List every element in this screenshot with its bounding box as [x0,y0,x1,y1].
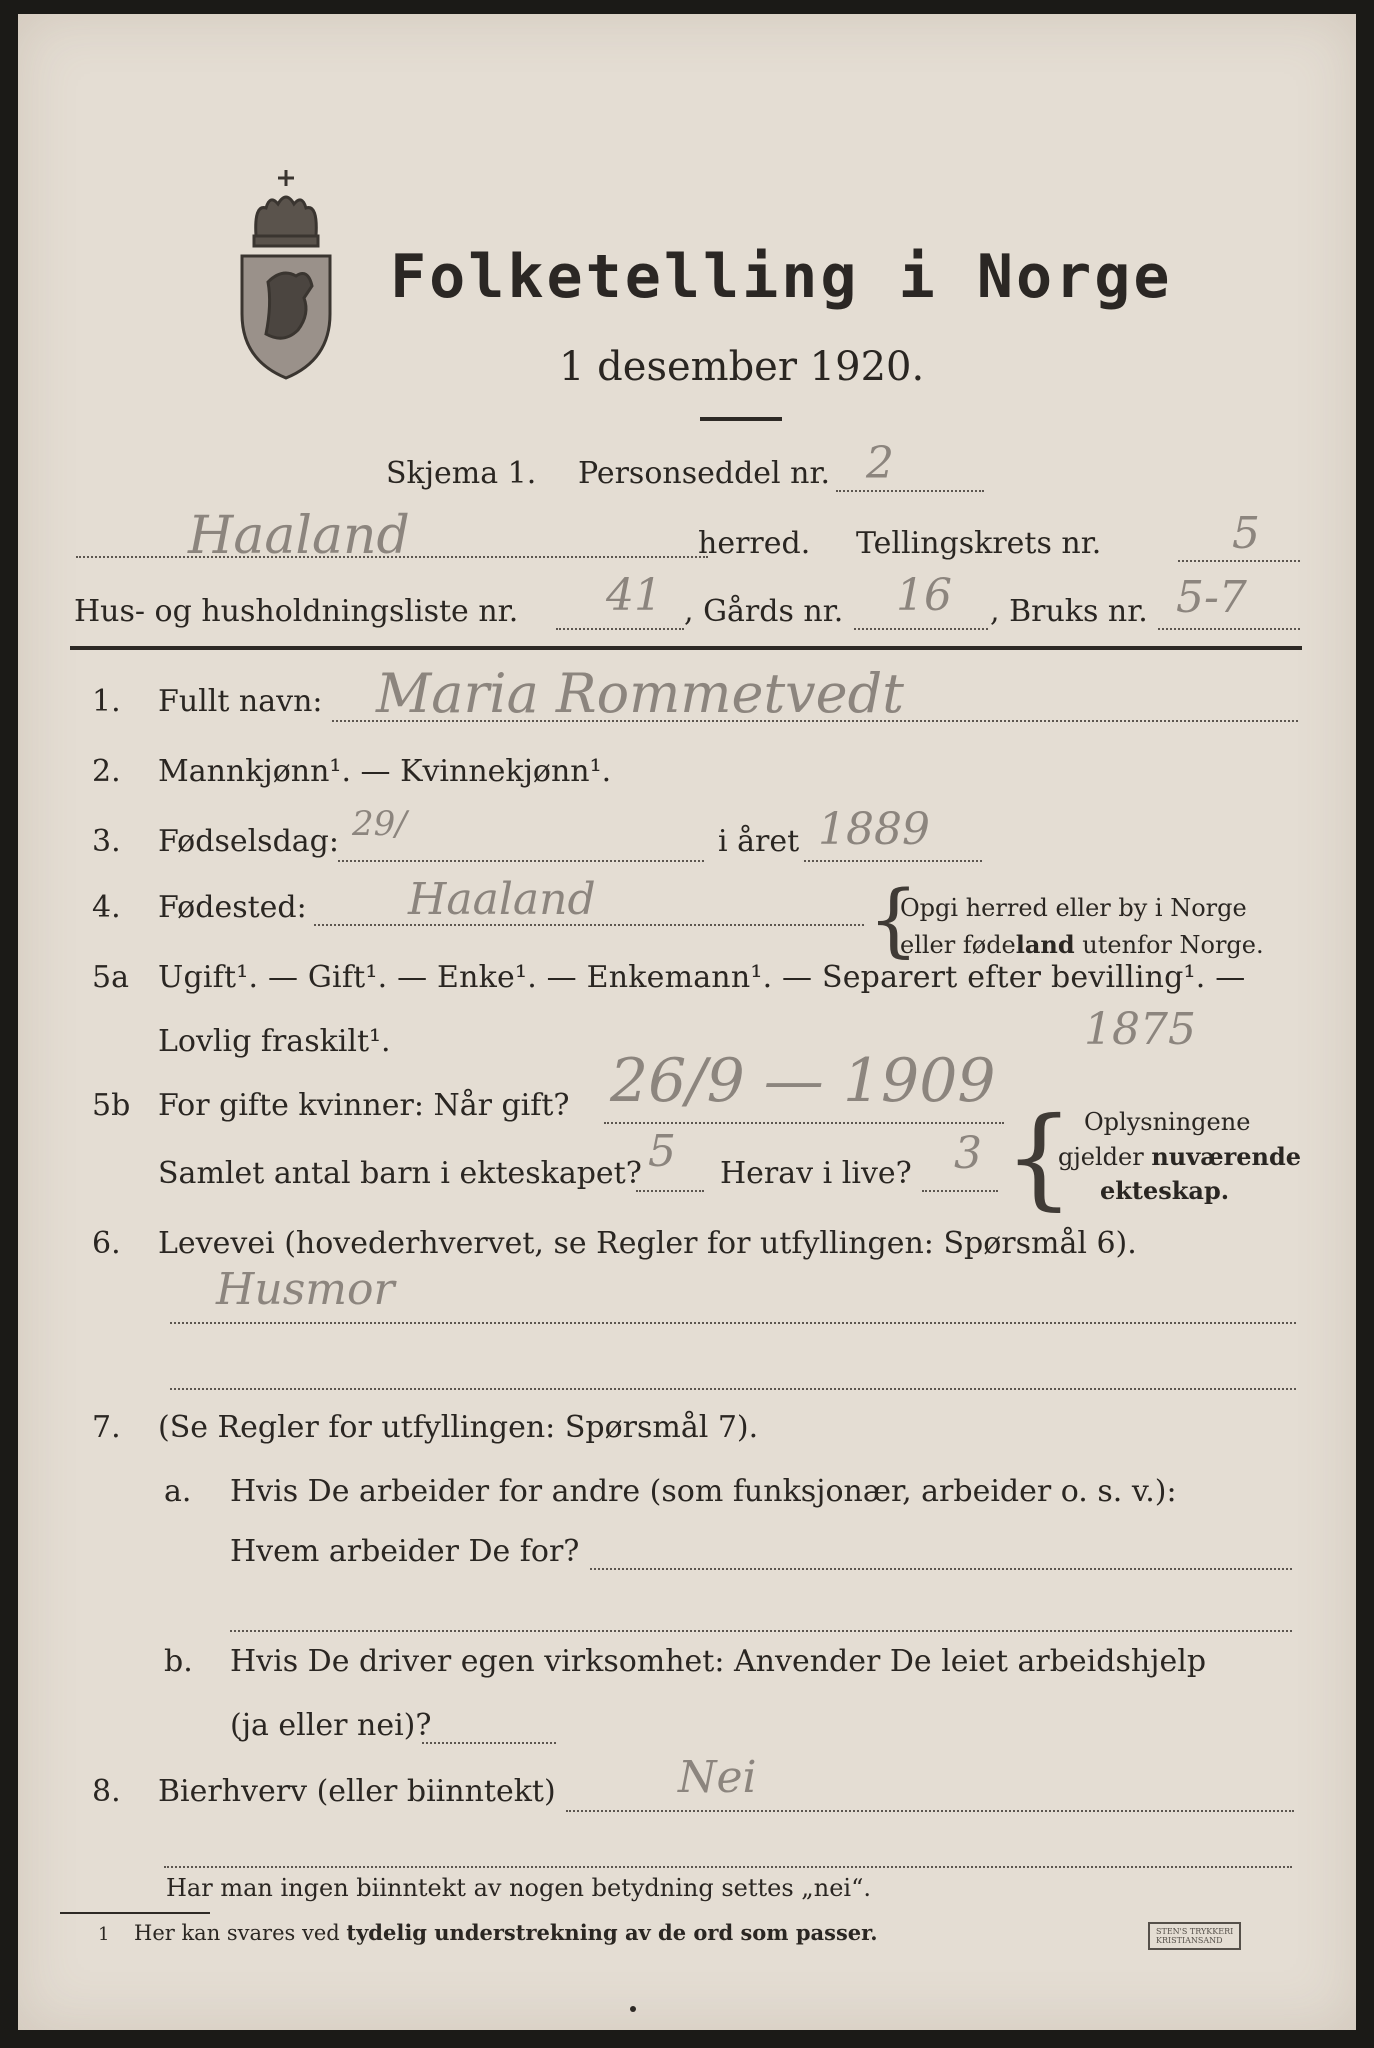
title-divider [700,417,782,421]
q4-brace: { [868,873,919,966]
alive-field[interactable] [922,1190,998,1192]
q4-number: 4. [92,890,121,925]
children-label: Samlet antal barn i ekteskapet? [158,1156,642,1191]
q7a-line1: Hvis De arbeider for andre (som funksjonær, arbeider o. s. v.): [230,1474,1177,1509]
header-separator [70,646,1302,650]
bruks-field[interactable] [1158,628,1300,630]
q7b-line2: (ja eller nei)? [230,1708,432,1743]
q7-label: (Se Regler for utfyllingen: Spørsmål 7). [158,1410,759,1445]
marital-status-options: Ugift¹. — Gift¹. — Enke¹. — Enkemann¹. — Separert efter bevilling¹. — [158,960,1246,995]
side-income-field[interactable] [566,1810,1294,1812]
birth-year-field[interactable] [804,860,982,862]
skjema-label: Skjema 1. [386,456,537,491]
birth-year-value: 1889 [818,804,930,855]
q5b-note-line2: gjelder nuværende [1058,1142,1302,1171]
q7b-letter: b. [164,1644,193,1679]
tellingskrets-label: Tellingskrets nr. [856,526,1102,561]
q8-note: Har man ingen biinntekt av nogen betydning settes „nei“. [166,1874,871,1902]
side-income-value: Nei [678,1752,757,1803]
side-income-field-line2[interactable] [164,1866,1292,1868]
children-value: 5 [648,1126,676,1177]
birthplace-value: Haaland [408,874,596,925]
marital-status-divorced: Lovlig fraskilt¹. [158,1024,391,1059]
tellingskrets-value: 5 [1232,508,1260,559]
alive-label: Herav i live? [720,1156,912,1191]
hus-field[interactable] [556,628,684,630]
footnote-rule [60,1912,210,1914]
bruks-value: 5-7 [1176,572,1247,623]
married-date-value: 26/9 — 1909 [610,1046,996,1116]
footnote-mark: 1 [98,1924,110,1945]
q7a-line2: Hvem arbeider De for? [230,1534,580,1569]
herred-label: herred. [698,526,811,561]
bottom-dot [630,2006,636,2012]
q7b-line1: Hvis De driver egen virksomhet: Anvender De leiet arbeidshjelp [230,1644,1207,1679]
q3-label: Fødselsdag: [158,824,339,859]
hus-value: 41 [606,570,662,621]
gards-value: 16 [896,570,952,621]
q8-number: 8. [92,1774,121,1809]
birth-day-field[interactable] [338,860,704,862]
q2-gender: Mannkjønn¹. — Kvinnekjønn¹. [158,754,612,789]
q3-number: 3. [92,824,121,859]
q5b-number: 5b [92,1088,131,1123]
gards-field[interactable] [854,628,988,630]
q1-label: Fullt navn: [158,684,323,719]
employer-field-line2[interactable] [230,1630,1292,1632]
q5b-brace: { [1004,1093,1074,1221]
full-name-value: Maria Rommetvedt [376,662,904,725]
census-date: 1 desember 1920. [559,344,925,390]
q7a-letter: a. [164,1474,192,1509]
norwegian-coat-of-arms-icon [226,164,346,384]
birth-day-value: 29/ [352,804,407,844]
occupation-field-line2[interactable] [170,1388,1296,1390]
q1-number: 1. [92,684,121,719]
personseddel-label: Personseddel nr. [578,456,831,491]
gards-label: , Gårds nr. [684,594,844,629]
occupation-field-line1[interactable] [170,1322,1296,1324]
q5b-note-line3: ekteskap. [1100,1176,1230,1205]
personseddel-field[interactable] [836,490,984,492]
q6-number: 6. [92,1226,121,1261]
q4-label: Fødested: [158,890,307,925]
bruks-label: , Bruks nr. [990,594,1148,629]
margin-year-note: 1875 [1084,1004,1196,1055]
q7-number: 7. [92,1410,121,1445]
census-form-page [18,14,1356,2030]
q8-label: Bierhverv (eller biinntekt) [158,1774,556,1809]
occupation-value: Husmor [216,1264,395,1315]
employer-field-line1[interactable] [590,1568,1292,1570]
footnote-text: Her kan svares ved tydelig understrekning av de ord som passer. [134,1920,878,1945]
personseddel-value: 2 [866,438,894,489]
tellingskrets-field[interactable] [1178,560,1300,562]
hus-label: Hus- og husholdningsliste nr. [74,594,519,629]
children-field[interactable] [636,1190,704,1192]
married-date-label: For gifte kvinner: Når gift? [158,1088,570,1123]
q6-label: Levevei (hovederhvervet, se Regler for utfyllingen: Spørsmål 6). [158,1226,1137,1261]
q4-note-line1: Opgi herred eller by i Norge [900,894,1247,922]
hired-help-field[interactable] [422,1742,556,1744]
q4-note-line2: eller fødeland utenfor Norge. [900,930,1264,959]
form-title: Folketelling i Norge [390,242,1173,312]
herred-value: Haaland [188,506,410,566]
alive-value: 3 [954,1128,982,1179]
q5b-note-line1: Oplysningene [1084,1108,1251,1136]
year-label: i året [718,824,800,859]
q2-number: 2. [92,754,121,789]
married-date-field[interactable] [604,1122,1004,1124]
q5a-number: 5a [92,960,129,995]
printer-stamp: STEN'S TRYKKERI KRISTIANSAND [1148,1922,1241,1950]
